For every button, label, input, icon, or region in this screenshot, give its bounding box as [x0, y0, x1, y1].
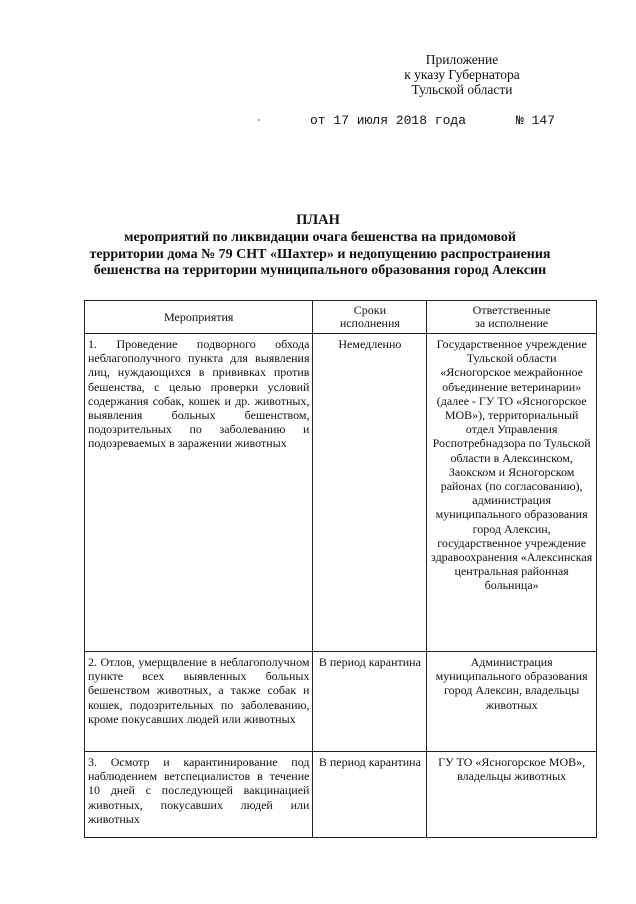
row-3-term: В период карантина: [313, 752, 427, 838]
decree-number: № 147: [516, 113, 556, 128]
row-1-term: Немедленно: [313, 334, 427, 652]
row-1-activity: 1. Проведение подворного обхода неблагополучного пункта для выявления лиц, нуждающихся в прививках против бешенства, с целью проверки условий содержания собак, кошек и др. животных, выявления больных бешенством, подозрительных по заболеванию и подозреваемых в заражении животных: [85, 334, 313, 652]
header-responsible: [427, 301, 597, 334]
row-1-responsible: Государственное учреждение Тульской области «Ясногорское межрайонное объединение ветеринарии» (далее - ГУ ТО «Ясногорское МОВ»), территориальный отдел Управления Роспотребнадзора по Тульской области в Алексинском, Заокском и Ясногорском районах (по согласованию), администрация муниципального образования город Алексин, государственное учреждение здравоохранения «Алексинская центральная районная больница»: [427, 334, 597, 652]
table-row: [85, 752, 597, 838]
scan-speck: [258, 119, 260, 121]
appendix-block: [372, 52, 552, 97]
plan-subtitle-line-2: территории дома № 79 СНТ «Шахтер» и недопущению распространения: [89, 246, 551, 262]
table-row: [85, 334, 597, 652]
appendix-line-2: к указу Губернатора: [404, 67, 520, 82]
row-3-activity: 3. Осмотр и карантинирование под наблюдением ветспециалистов в течение 10 дней с последующей вакцинацией животных, покусавших людей или животных: [85, 752, 313, 838]
header-terms: [313, 301, 427, 334]
header-terms-line-1: Сроки: [353, 302, 386, 317]
table-header-row: [85, 301, 597, 334]
table-row: [85, 652, 597, 752]
header-activities-label: Мероприятия: [164, 309, 234, 324]
plan-subtitle: [60, 230, 580, 280]
header-activities: [85, 301, 313, 334]
plan-title: ПЛАН: [296, 212, 340, 228]
header-responsible-line-2: за исполнение: [475, 316, 549, 330]
plan-table: [84, 300, 597, 838]
appendix-line-1: Приложение: [425, 52, 499, 67]
header-responsible-line-1: Ответственные: [472, 302, 551, 317]
plan-subtitle-line-1: мероприятий по ликвидации очага бешенства на придомовой: [123, 230, 516, 245]
row-2-activity: 2. Отлов, умерщвление в неблагополучном пункте всех выявленных больных бешенством животных, а также собак и кошек, подозрительных по заболеванию, кроме покусавших людей или животных: [85, 652, 313, 752]
row-3-responsible: ГУ ТО «Ясногорское МОВ», владельцы животных: [427, 752, 597, 838]
row-2-term: В период карантина: [313, 652, 427, 752]
row-2-responsible: Администрация муниципального образования город Алексин, владельцы животных: [427, 652, 597, 752]
decree-date: от 17 июля 2018 года: [310, 113, 467, 128]
appendix-line-3: Тульской области: [411, 82, 513, 97]
plan-subtitle-line-3: бешенства на территории муниципального образования город Алексин: [93, 263, 547, 278]
header-terms-line-2: исполнения: [339, 316, 400, 330]
